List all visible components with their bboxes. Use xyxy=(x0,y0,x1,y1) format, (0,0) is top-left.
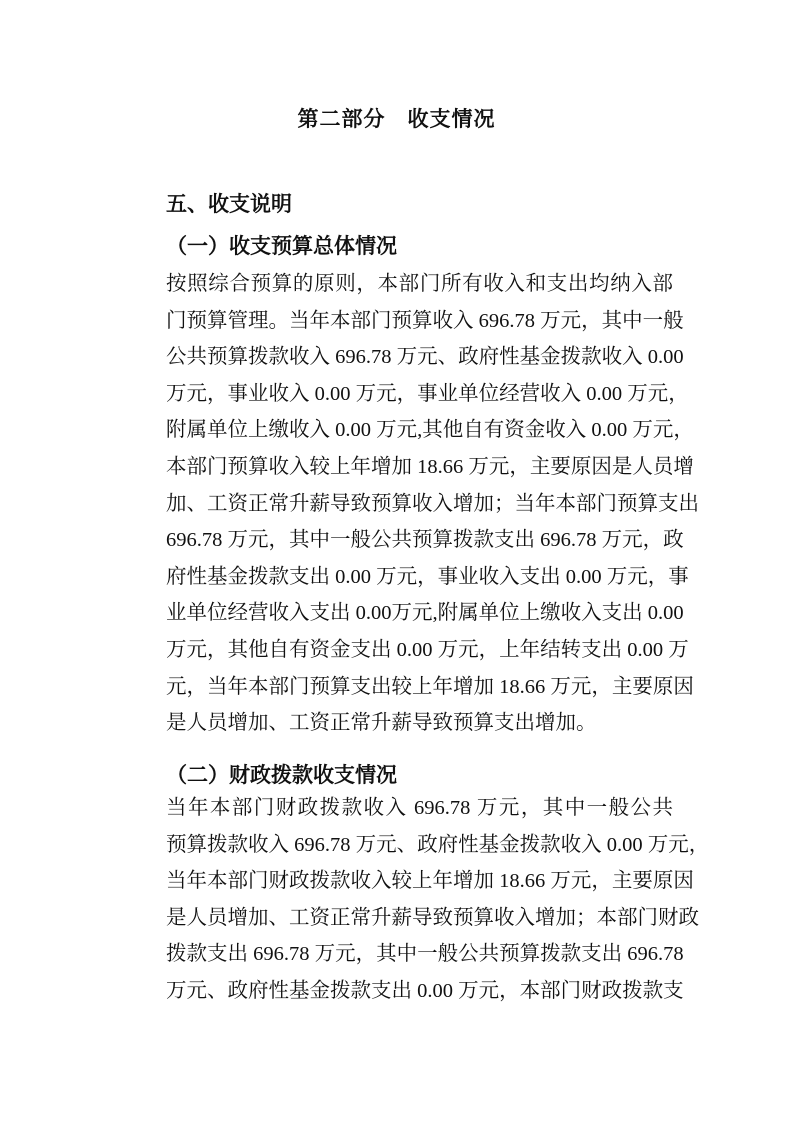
text-line: 当年本部门财政拨款收入较上年增加 18.66 万元，主要原因 xyxy=(166,870,694,893)
text-line: 元，当年本部门预算支出较上年增加 18.66 万元，主要原因 xyxy=(166,675,694,698)
page-title: 第二部分 收支情况 xyxy=(297,107,496,131)
text-line: 当年本部门财政拨款收入 696.78 万元，其中一般公共 xyxy=(166,797,673,819)
text-line: 业单位经营收入支出 0.00万元,附属单位上缴收入支出 0.00 xyxy=(166,602,684,625)
text-line: 万元，其他自有资金支出 0.00 万元，上年结转支出 0.00 万 xyxy=(166,639,689,661)
text-line: 按照综合预算的原则，本部门所有收入和支出均纳入部 xyxy=(166,273,673,295)
subsection-heading-2: （二）财政拨款收支情况 xyxy=(166,763,397,787)
text-line: 门预算管理。当年本部门预算收入 696.78 万元，其中一般 xyxy=(166,309,684,332)
text-line: 万元、政府性基金拨款支出 0.00 万元，本部门财政拨款支 xyxy=(166,980,684,1002)
text-line: 预算拨款收入 696.78 万元、政府性基金拨款收入 0.00 万元， xyxy=(166,833,710,856)
text-line: 万元，事业收入 0.00 万元，事业单位经营收入 0.00 万元， xyxy=(166,382,689,405)
text-line: 是人员增加、工资正常升薪导致预算支出增加。 xyxy=(166,712,597,735)
subsection-heading-1: （一）收支预算总体情况 xyxy=(166,234,397,258)
text-line: 府性基金拨款支出 0.00 万元，事业收入支出 0.00 万元，事 xyxy=(166,565,689,588)
text-line: 公共预算拨款收入 696.78 万元、政府性基金拨款收入 0.00 xyxy=(166,346,684,369)
text-line: 是人员增加、工资正常升薪导致预算收入增加；本部门财政 xyxy=(166,906,699,929)
text-line: 拨款支出 696.78 万元，其中一般公共预算拨款支出 696.78 xyxy=(166,943,684,966)
text-line: 本部门预算收入较上年增加 18.66 万元，主要原因是人员增 xyxy=(166,456,694,478)
text-line: 696.78 万元，其中一般公共预算拨款支出 696.78 万元，政 xyxy=(166,529,684,552)
text-line: 加、工资正常升薪导致预算收入增加；当年本部门预算支出 xyxy=(166,492,699,515)
text-line: 附属单位上缴收入 0.00 万元,其他自有资金收入 0.00 万元， xyxy=(166,419,694,442)
section-heading: 五、收支说明 xyxy=(166,192,292,216)
